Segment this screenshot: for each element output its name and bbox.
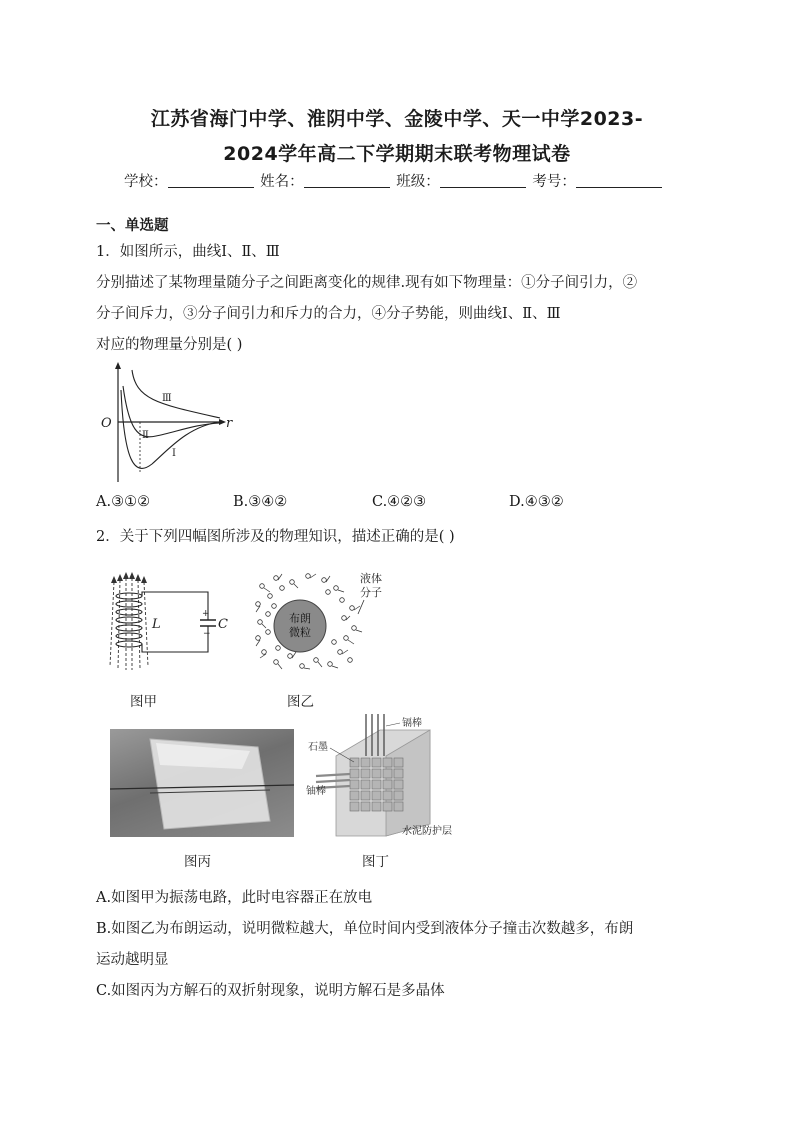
caption-fig-bing: 图丙 <box>184 854 211 870</box>
capacitor-minus-sign: − <box>203 629 211 639</box>
lc-circuit-figure <box>100 566 240 672</box>
q1-option-b[interactable]: B.③④② <box>233 494 288 510</box>
capacitor-plus-sign: + <box>202 609 210 619</box>
school-field <box>124 170 256 191</box>
curve-label-iii: Ⅲ <box>162 393 172 404</box>
name-field <box>260 170 392 191</box>
name-blank <box>304 173 390 188</box>
caption-fig-ding: 图丁 <box>362 854 389 870</box>
liquid-label-line1: 液体 <box>360 572 382 585</box>
exam-title-line1: 江苏省海门中学、淮阴中学、金陵中学、天一中学2023- <box>150 108 644 130</box>
curve-iii <box>132 370 220 418</box>
q1-stem-line4: 对应的物理量分别是( ) <box>96 337 243 353</box>
exam-title-line2: 2024学年高二下学期期末联考物理试卷 <box>223 143 571 165</box>
concrete-label: 水泥防护层 <box>402 826 452 837</box>
school-label: 学校： <box>124 174 168 190</box>
cadmium-label: 镉棒 <box>402 718 422 729</box>
q2-option-b-line1[interactable]: B.如图乙为布朗运动，说明微粒越大，单位时间内受到液体分子撞击次数越多，布朗 <box>96 921 634 937</box>
capacitor-label: C <box>218 617 228 632</box>
q2-stem: 2．关于下列四幅图所涉及的物理知识，描述正确的是( ) <box>96 529 455 545</box>
q1-option-a[interactable]: A.③①② <box>96 494 151 510</box>
r-axis-label: r <box>226 416 233 431</box>
q1-stem-line3: 分子间斥力，③分子间引力和斥力的合力，④分子势能，则曲线Ⅰ、Ⅱ、Ⅲ <box>96 306 561 322</box>
section-title: 一、单选题 <box>96 218 169 234</box>
uranium-label: 铀棒 <box>306 786 326 797</box>
inductor-coil <box>116 593 142 647</box>
vertical-axis-arrow <box>115 362 121 369</box>
brownian-motion-figure <box>254 572 382 670</box>
exam-number-label: 考号： <box>532 174 576 190</box>
inductor-label: L <box>152 617 161 632</box>
q1-option-c[interactable]: C.④②③ <box>372 494 427 510</box>
calcite-crystal <box>110 729 294 837</box>
circuit-wire-top <box>142 592 208 620</box>
q2-option-c[interactable]: C.如图丙为方解石的双折射现象，说明方解石是多晶体 <box>96 983 445 999</box>
class-field <box>396 170 528 191</box>
calcite-photo <box>110 729 294 837</box>
class-label: 班级： <box>396 174 440 190</box>
cadmium-pointer <box>386 723 400 726</box>
school-blank <box>168 173 254 188</box>
particle-label-line2: 微粒 <box>289 626 311 639</box>
student-info-line <box>124 170 684 191</box>
class-blank <box>440 173 526 188</box>
q1-option-d[interactable]: D.④③② <box>509 494 564 510</box>
name-label: 姓名： <box>260 174 304 190</box>
curve-label-i: Ⅰ <box>172 448 176 459</box>
curve-label-ii: Ⅱ <box>142 430 149 441</box>
q1-stem-line1: 1．如图所示，曲线Ⅰ、Ⅱ、Ⅲ <box>96 244 280 260</box>
q2-option-a[interactable]: A.如图甲为振荡电路，此时电容器正在放电 <box>96 890 373 906</box>
molecular-force-graph <box>96 360 241 484</box>
caption-fig-yi: 图乙 <box>287 694 314 710</box>
horizontal-axis-arrow <box>219 419 226 425</box>
exam-number-blank <box>576 173 662 188</box>
exam-number-field <box>532 170 664 191</box>
graphite-blocks <box>350 758 403 811</box>
nuclear-reactor-figure <box>306 712 486 842</box>
origin-label: O <box>101 416 112 431</box>
q2-option-b-line2[interactable]: 运动越明显 <box>96 952 169 968</box>
field-arrows <box>111 572 147 583</box>
graphite-label: 石墨 <box>308 742 328 753</box>
q1-stem-line2: 分别描述了某物理量随分子之间距离变化的规律.现有如下物理量：①分子间引力，② <box>96 275 638 291</box>
caption-fig-jia: 图甲 <box>130 694 157 710</box>
liquid-label-line2: 分子 <box>360 586 382 599</box>
particle-label-line1: 布朗 <box>289 612 311 625</box>
